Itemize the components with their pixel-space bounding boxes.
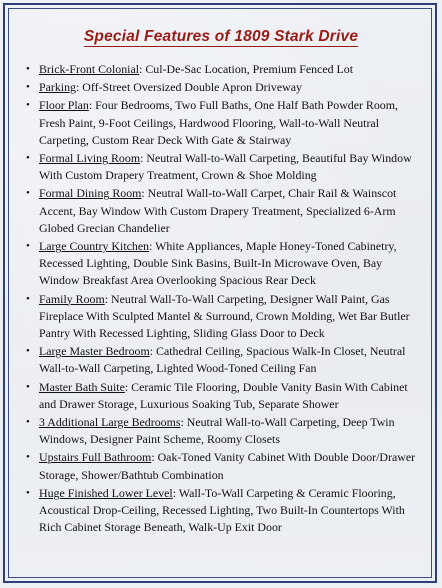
bullet-icon: • [26,187,30,200]
feature-label: Large Master Bedroom [39,344,150,359]
feature-text: : Cul-De-Sac Location, Premium Fenced Lot [139,62,354,76]
bullet-icon: • [26,380,30,393]
bullet-icon: • [26,451,30,464]
feature-item [24,97,424,149]
feature-label: Floor Plan [39,98,89,113]
feature-label: Family Room [39,291,105,306]
feature-item [24,449,424,483]
bullet-icon: • [26,63,30,75]
features-list [24,61,424,537]
feature-text: : Ceramic Tile Flooring, Double Vanity Basin With Cabinet and Drawer Storage, Luxurious Soaking Tub, Separate Shower [39,379,408,411]
feature-text: : Oak-Toned Vanity Cabinet With Double Door/Drawer Storage, Shower/Bathtub Combination [39,450,416,482]
feature-text: : Neutral Wall-to-Wall Carpeting, Beautiful Bay Window With Custom Drapery Treatment, Crown & Shoe Molding [39,151,412,183]
feature-label: Parking [39,80,76,95]
feature-label: Formal Dining Room [39,186,142,201]
feature-text: : Four Bedrooms, Two Full Baths, One Half Bath Powder Room, Fresh Paint, 9-Foot Ceilings, Hardwood Flooring, Wall-to-Wall Neutral Carpeting, Custom Rear Deck With Gate & Stairway [39,98,398,147]
feature-label: 3 Additional Large Bedrooms [39,415,181,430]
feature-item [24,291,424,343]
feature-text: : Wall-To-Wall Carpeting & Ceramic Flooring, Acoustical Drop-Ceiling, Recessed Lighting, Two Built-In Countertops With Rich Cabinet Storage Beneath, Walk-Up Exit Door [39,485,405,535]
feature-item [24,61,424,78]
feature-label: Huge Finished Lower Level [39,485,173,500]
feature-label: Master Bath Suite [39,379,125,394]
feature-item [24,485,424,537]
feature-text: : Off-Street Oversized Double Apron Driveway [76,80,302,95]
bullet-icon: • [26,345,30,358]
bullet-icon: • [26,240,30,253]
bullet-icon: • [26,416,30,429]
feature-item [24,379,424,413]
feature-item [24,150,424,184]
feature-text: : Neutral Wall-to-Wall Carpeting, Deep Twin Windows, Designer Paint Scheme, Roomy Closets [39,415,395,447]
document-title [0,28,442,47]
feature-label: Upstairs Full Bathroom [39,450,152,465]
feature-label: Brick-Front Colonial [39,62,140,76]
feature-item [24,238,424,290]
feature-label: Large Country Kitchen [39,239,150,254]
feature-item [24,185,424,237]
document-title-text: Special Features of 1809 Stark Drive [83,28,359,45]
bullet-icon: • [26,152,30,165]
feature-item [24,79,424,96]
bullet-icon: • [26,81,30,94]
feature-item [24,414,424,448]
feature-text: : Neutral Wall-to-Wall Carpet, Chair Rail & Wainscot Accent, Bay Window With Custom Drapery Treatment, Specialized 6-Arm Globed Grecian Chandelier [39,186,397,235]
bullet-icon: • [26,99,30,112]
feature-label: Formal Living Room [39,151,141,166]
feature-item [24,343,424,377]
feature-text: : Cathedral Ceiling, Spacious Walk-In Closet, Neutral Wall-to-Wall Carpeting, Lighted Wood-Toned Ceiling Fan [39,344,406,376]
feature-text: : White Appliances, Maple Honey-Toned Cabinetry, Recessed Lighting, Double Sink Basins, Built-In Microwave Oven, Bay Window Breakfast Area Overlooking Spacious Rear Deck [39,239,397,288]
feature-text: : Neutral Wall-To-Wall Carpeting, Designer Wall Paint, Gas Fireplace With Sculpted Mantel & Surround, Crown Molding, Wet Bar Butler Pantry With Recessed Lighting, Sliding Glass Door to Deck [39,291,410,341]
bullet-icon: • [26,486,30,499]
bullet-icon: • [26,292,30,305]
